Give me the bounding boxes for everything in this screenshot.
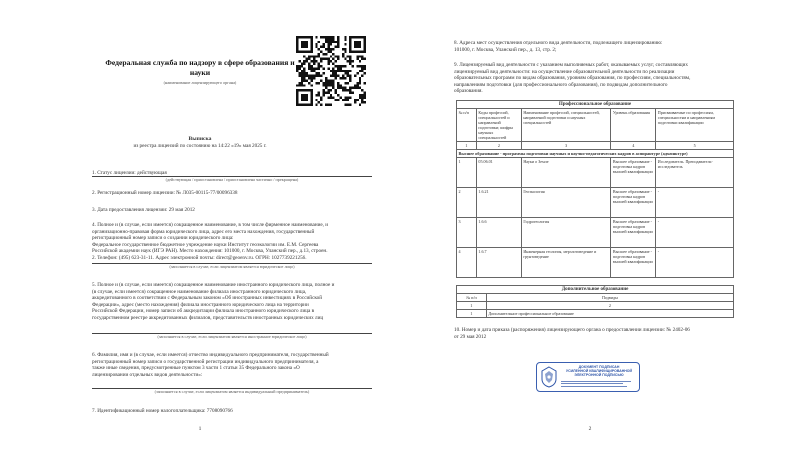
coat-of-arms-icon [540,366,558,388]
foreign-entity-hint: (заполняется в случае, если лицензиатом является иностранное юридическое лицо) [157,334,307,339]
table-cell: Дополнительное профессиональное образование [486,310,733,318]
legal-entity-block [92,222,382,262]
table-cell: 1.6.6 [476,218,521,248]
text-line: регистрационный номер записи о государственной регистрации индивидуального предпринимателя, а [92,358,319,365]
activity-address [454,40,774,53]
table-row [457,188,734,218]
text-line: образовательных программ по видам образования, уровням образования, по профессиям, специальностям, [454,75,691,82]
table-cell: Высшее образование - подготовка кадров высшей квалификации [611,218,656,248]
table-cell: Высшее образование - подготовка кадров высшей квалификации [611,188,656,218]
text-line: Российской Федерации, номер записи об аккредитации филиала иностранного юридического лица в [92,308,315,315]
table-cell: 4 [457,248,477,278]
text-line: государственном реестре аккредитованных филиалов, представительств иностранных юридических лиц [92,314,324,321]
column-number: 2 [486,302,733,310]
text-line: лицензируемый вид деятельности: на осуществление образовательной деятельности по реализации [454,68,675,75]
stamp-title [561,365,637,377]
text-line: 2. Телефон: (495) 623-31-11. Адрес электронной почты: direct@geoenv.ru. ОГРН: 1027739221256. [92,254,307,261]
entrepreneur-block [92,352,382,378]
stamp-line: ЭЛЕКТРОННОЙ ПОДПИСЬЮ [574,373,624,377]
extract-subtitle: из реестра лицензий по состоянию на 14:22 «19» мая 2025 г. [133,143,267,149]
column-number: 1 [457,302,487,310]
table-cell: - [656,188,734,218]
text-line: Российской академии наук (ИГЭ РАН). Место нахождения: 101000, г. Москва, Уланский пер., д.13, строен. [92,248,328,255]
table-cell: Высшее образование - подготовка кадров высшей квалификации [611,158,656,188]
column-number: 1 [457,142,477,150]
authority-hint: (наименование лицензирующего органа) [163,80,237,85]
order-number [454,327,774,340]
table-row [457,248,734,278]
table-row [457,158,734,188]
page-title: Федеральная служба по надзору в сфере образования и науки [105,58,295,77]
legal-entity-hint: (заполняется в случае, если лицензиатом является юридическое лицо) [169,264,295,269]
text-line: Федеральное государственное бюджетное учреждение науки Институт геоэкологии им. Е.М. Сергеева [92,241,319,248]
text-line: 8. Адреса мест осуществления отдельного вида деятельности, подлежащего лицензированию: [454,40,663,46]
text-line: регистрационный номер записи о создании юридического лица: [92,235,234,242]
table-cell: - [656,218,734,248]
table-row [457,218,734,248]
table-cell: Гидрогеология [521,218,611,248]
table-cell: Инженерная геология, мерзлотоведение и грунтоведение [521,248,611,278]
table-cell: 3 [457,218,477,248]
table-cell: - [656,248,734,278]
text-line: 10. Номер и дата приказа (распоряжения) лицензирующего органа о предоставлении лицензии: № 2402-06 [454,327,690,333]
tax-id: 7. Идентификационный номер налогоплательщика: 7708090766 [92,408,233,414]
column-header: Уровень образования [611,109,656,142]
text-line: 101000, г. Москва, Уланский пер., д. 13, стр. 2; [454,46,557,53]
text-line: 9. Лицензируемый вид деятельности с указанием выполняемых работ, оказываемых услуг, составляющих [454,62,688,68]
text-line: от 29 мая 2012 [454,333,487,340]
column-header: Коды профессий, специальностей и направлений подготовки; шифры научных специальностей [476,109,521,142]
foreign-entity-block [92,282,382,322]
electronic-signature-stamp [536,362,640,392]
column-header: Наименование профессий, специальностей, направлений подготовки и научных специальностей [521,109,611,142]
stamp-line: УСИЛЕННОЙ КВАЛИФИЦИРОВАННОЙ [565,369,633,373]
text-line: 6. Фамилия, имя и (в случае, если имеется) отчество индивидуального предпринимателя, государственный [92,352,329,358]
table-caption: Дополнительное образование [457,286,734,294]
page-number: 2 [588,426,592,432]
table-cell: Исследователь. Преподаватель-исследователь [656,158,734,188]
document-page-2 [400,0,800,450]
table-cell: Геоэкология [521,188,611,218]
license-number: 2. Регистрационный номер лицензии: № Л035-00115-77/00096338 [92,190,238,196]
table-cell: 1.6.21 [476,188,521,218]
text-line: также иные сведения, предусмотренные пунктом 3 части 1 статьи 35 Федерального закона «О [92,365,300,372]
license-status: 1. Статус лицензии: действующая [92,170,167,176]
stamp-details [561,379,637,389]
text-line: направлениям подготовки (для профессионального образования), по подвидам дополнительного [454,81,668,88]
table-section: Высшее образование - программы подготовки научных и научно-педагогических кадров в аспирантуре (адъюнктуре) [457,150,734,158]
column-header: № п/п [457,109,477,142]
qr-code-icon [296,36,366,106]
text-line: организационно-правовая форма юридического лица, адрес его места нахождения, государственный [92,228,315,235]
table-cell: 1 [457,158,477,188]
text-line: 4. Полное и (в случае, если имеется) сокращенное наименование, в том числе фирменное наименование, и [92,222,329,228]
license-status-hint: (действующая / приостановлена / приостановлена частично / прекращена) [165,177,299,182]
table-cell: 1.6.7 [476,248,521,278]
text-line: лицензировании отдельных видов деятельности»: [92,371,203,378]
column-number: 5 [656,142,734,150]
column-header: № п/п [457,294,487,302]
stamp-line: ДОКУМЕНТ ПОДПИСАН [578,365,620,369]
column-number: 3 [521,142,611,150]
extract-title: Выписка [188,136,212,142]
table-cell: 2 [457,188,477,218]
table-cell: 1 [457,310,487,318]
table-cell: Науки о Земле [521,158,611,188]
table-row [457,310,734,318]
entrepreneur-hint: (заполняется в случае, если лицензиатом является индивидуальный предприниматель) [154,389,310,394]
column-header: Подвиды [486,294,733,302]
table-cell: Высшее образование - подготовка кадров высшей квалификации [611,248,656,278]
column-header: Присваиваемые по профессиям, специальностям и направлениям подготовки квалификации [656,109,734,142]
column-number: 4 [611,142,656,150]
activity-description [454,62,774,95]
text-line: аккредитованного в соответствии с Федеральным законом «Об иностранных инвестициях в Российской [92,295,323,302]
table-cell: 05.06.01 [476,158,521,188]
column-number: 2 [476,142,521,150]
page-number: 1 [198,426,202,432]
text-line: 5. Полное и (в случае, если имеется) сокращенное наименование иностранного юридического лица, полное и [92,282,335,288]
professional-education-table [456,100,734,278]
table-caption: Профессиональное образование [457,101,734,109]
text-line: (в случае, если имеется) сокращенное наименование филиала иностранного юридического лица, [92,288,307,295]
license-date: 3. Дата предоставления лицензии: 29 мая 2012 [92,207,195,213]
text-line: образования. [454,88,483,95]
text-line: Федерации», адрес (место нахождения) филиала иностранного юридического лица на территории [92,301,309,308]
additional-education-table [456,285,734,318]
